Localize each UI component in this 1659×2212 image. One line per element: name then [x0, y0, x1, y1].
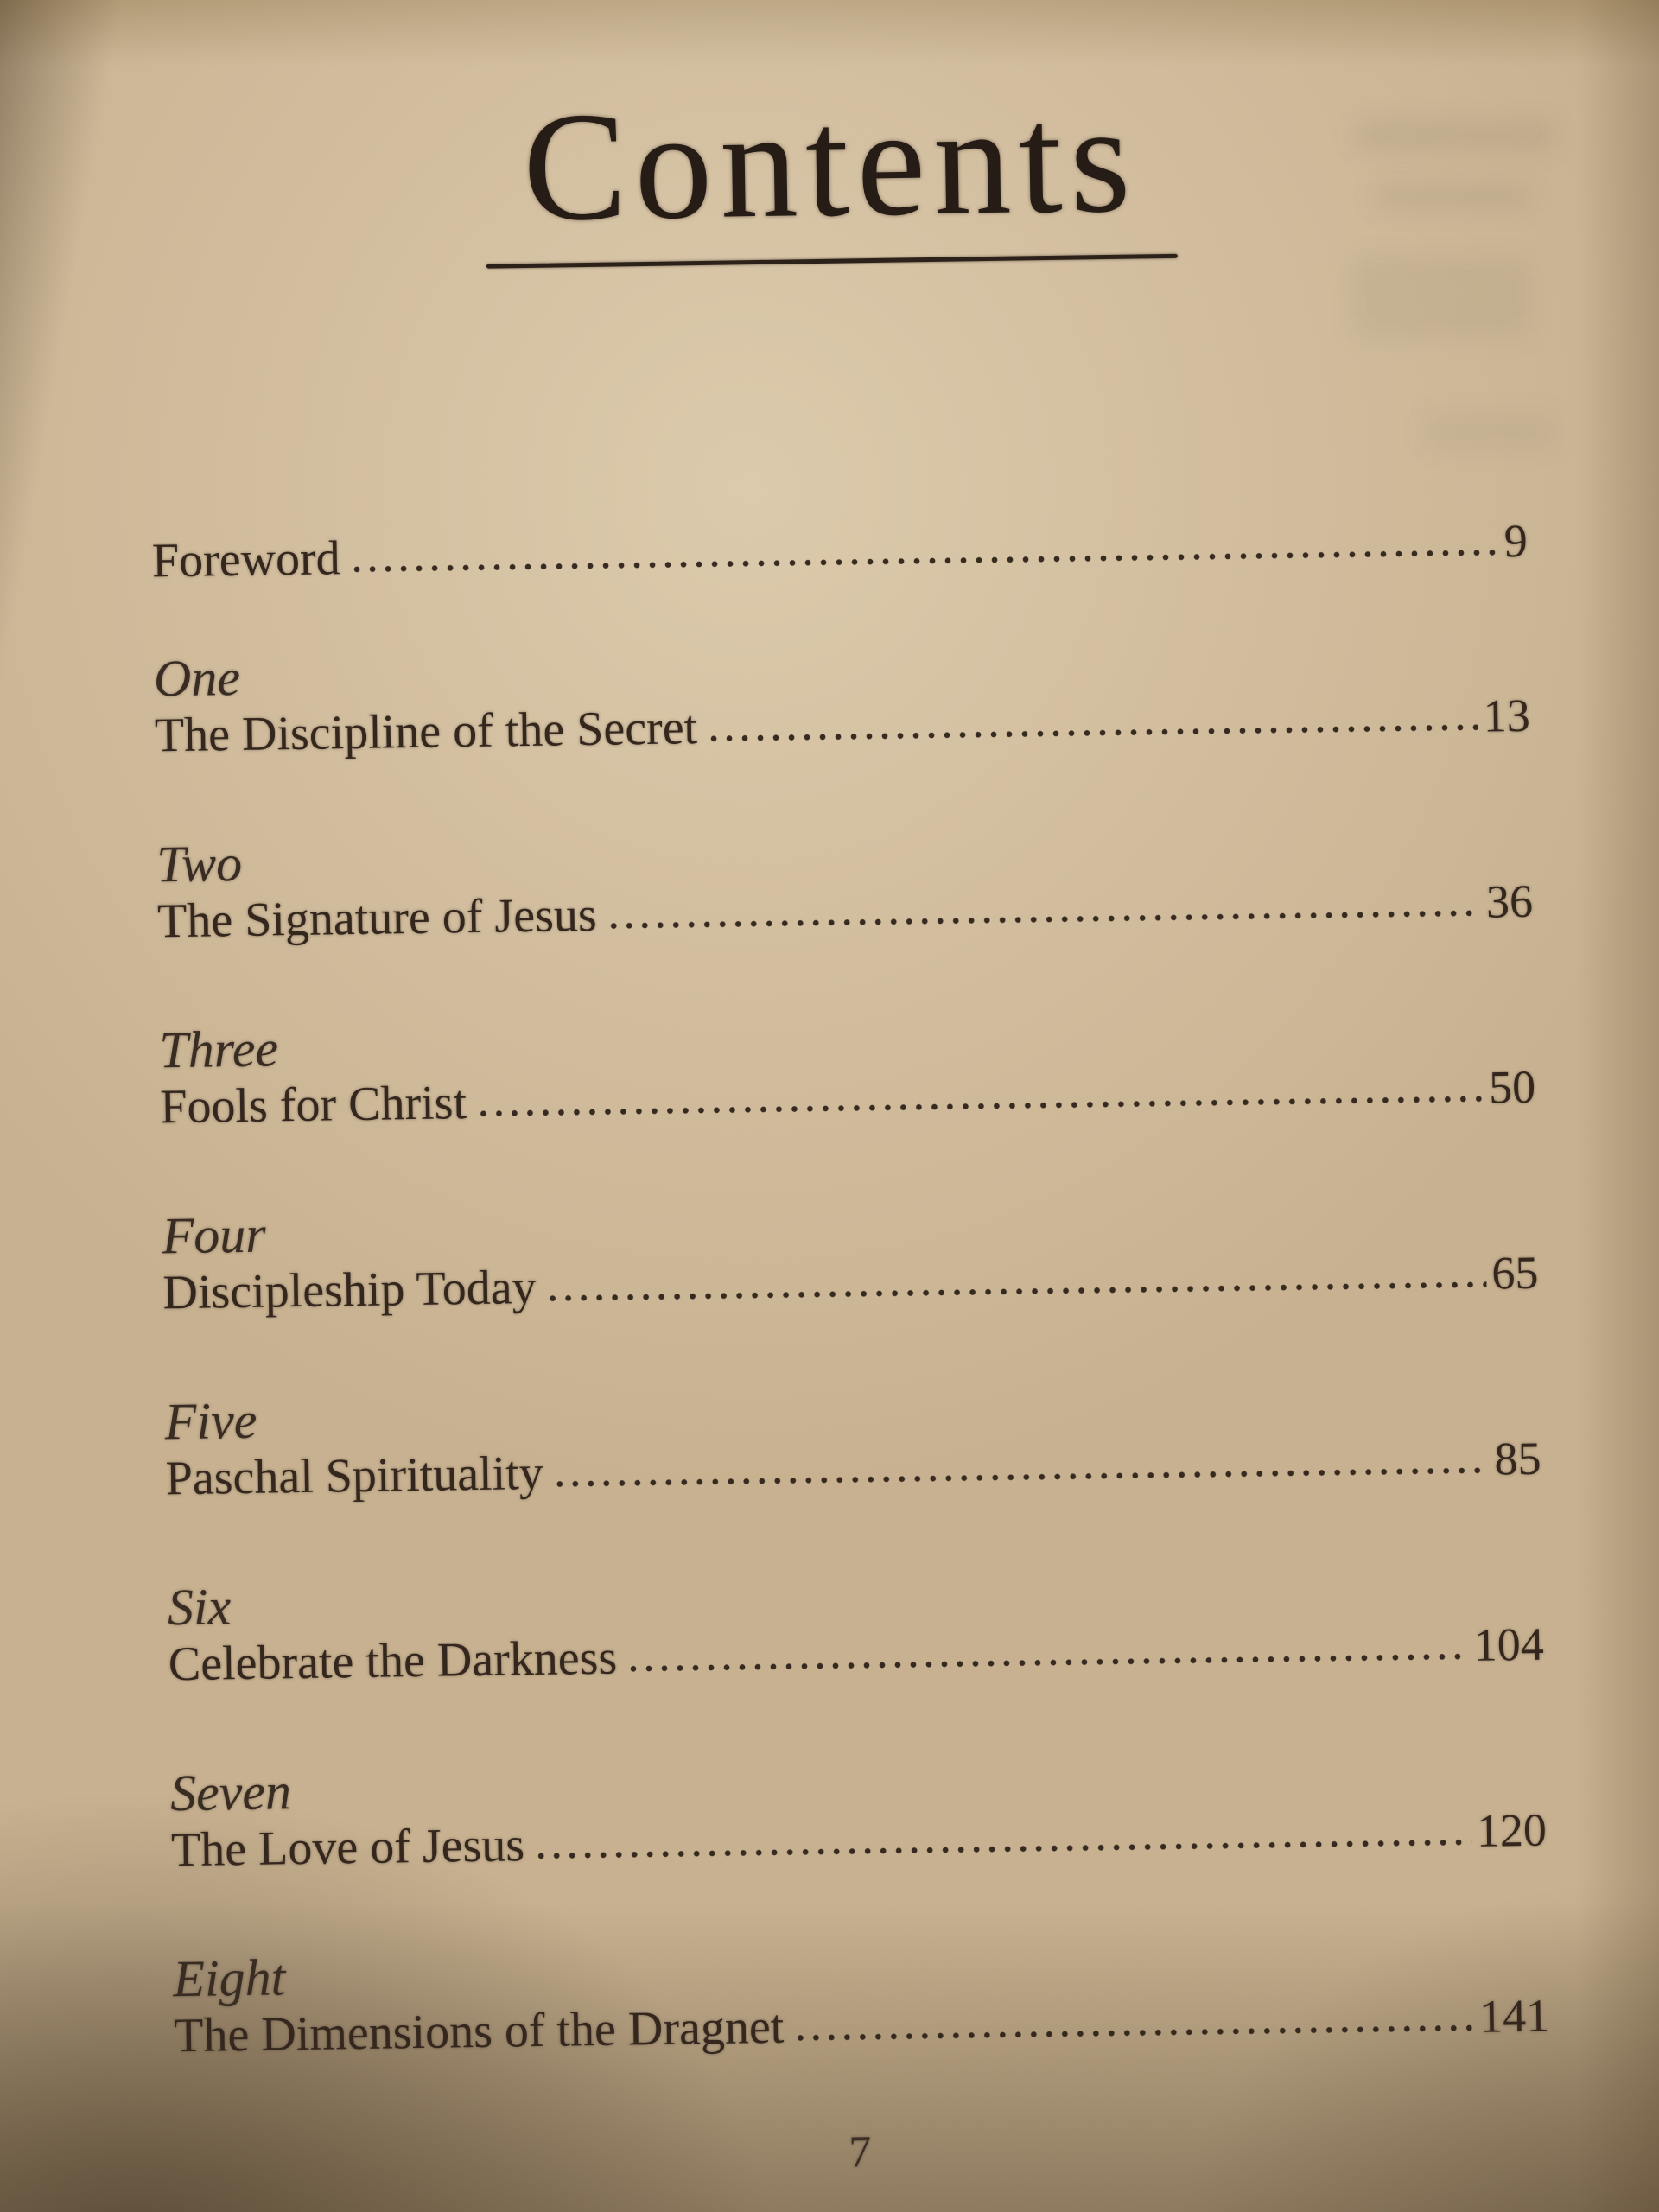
- entry-title: Fools for Christ: [159, 1076, 467, 1135]
- toc-entry-five: [164, 1373, 1541, 1508]
- page-number: 50: [1488, 1060, 1536, 1114]
- toc-entry-seven: [170, 1745, 1548, 1879]
- entry-title: Celebrate the Darkness: [168, 1630, 618, 1692]
- toc-entry-four: [162, 1187, 1539, 1322]
- chapter-number-label: One: [153, 648, 241, 708]
- dot-leader: [353, 545, 1499, 576]
- dot-leader: [796, 2021, 1474, 2045]
- dot-leader: [537, 1835, 1471, 1863]
- page-number: 13: [1483, 689, 1531, 742]
- page-title: Contents: [521, 72, 1140, 254]
- chapter-number-label: Three: [158, 1020, 279, 1079]
- chapter-number-label: Eight: [172, 1948, 286, 2008]
- dot-leader: [629, 1649, 1469, 1675]
- page-number: 120: [1476, 1803, 1548, 1857]
- chapter-number-label: Five: [164, 1391, 257, 1451]
- page-number: 36: [1485, 874, 1534, 928]
- toc-entry-six: [167, 1559, 1544, 1694]
- entry-title: Foreword: [151, 531, 341, 588]
- table-of-contents: [144, 512, 1549, 2065]
- dot-leader: [479, 1092, 1484, 1121]
- folio-page-number: 7: [848, 2127, 872, 2177]
- entry-title: Discipleship Today: [162, 1260, 537, 1320]
- toc-entry-three: [159, 1001, 1536, 1136]
- page-number: 141: [1478, 1989, 1550, 2043]
- dot-leader: [549, 1278, 1487, 1306]
- entry-title: Paschal Spirituality: [165, 1446, 544, 1506]
- toc-entry-foreword: [151, 512, 1528, 590]
- chapter-number-label: Two: [156, 834, 243, 893]
- chapter-number-label: Six: [167, 1578, 232, 1637]
- entry-title: The Signature of Jesus: [156, 887, 598, 949]
- entry-title: The Love of Jesus: [170, 1818, 525, 1878]
- dot-leader: [709, 721, 1478, 746]
- dot-leader: [609, 906, 1482, 933]
- chapter-number-label: Seven: [169, 1763, 292, 1822]
- dot-leader: [556, 1464, 1490, 1491]
- chapter-number-label: Four: [162, 1205, 267, 1265]
- toc-entry-eight: [173, 1930, 1550, 2065]
- toc-entry-two: [156, 816, 1534, 950]
- page-number: 104: [1473, 1618, 1545, 1671]
- entry-title: The Dimensions of the Dragnet: [173, 1999, 785, 2063]
- contents-page: [138, 71, 1552, 2188]
- page-number: 9: [1503, 514, 1529, 568]
- entry-title: The Discipline of the Secret: [154, 701, 698, 763]
- toc-entry-one: [153, 630, 1530, 765]
- page-number: 85: [1494, 1432, 1541, 1485]
- page-number: 65: [1491, 1246, 1539, 1300]
- title-underline-rule: [486, 254, 1178, 269]
